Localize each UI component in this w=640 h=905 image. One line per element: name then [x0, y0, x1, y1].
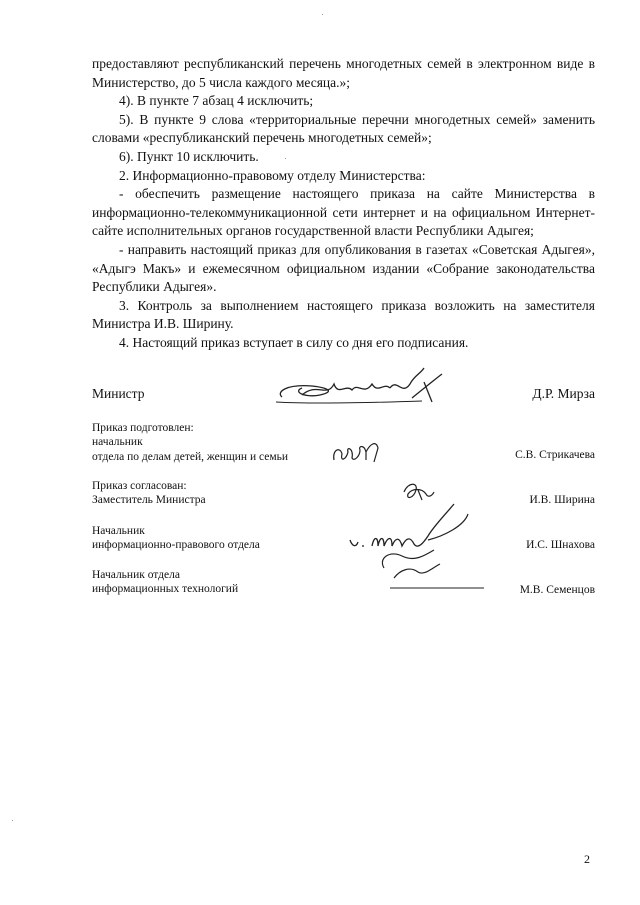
scan-speck: [322, 14, 323, 15]
approval-line: Приказ подготовлен:: [92, 422, 194, 434]
approval-line: Начальник: [92, 525, 145, 537]
approval-line: информационных технологий: [92, 583, 239, 596]
approval-line: отдела по делам детей, женщин и семьи: [92, 450, 289, 463]
scan-speck: [12, 820, 13, 821]
prepared-by-signature-image: [330, 438, 390, 468]
approval-line: Заместитель Министра: [92, 494, 206, 507]
paragraph-9: 4. Настоящий приказ вступает в силу со дня его подписания.: [119, 334, 469, 350]
paragraph-4: 6). Пункт 10 исключить.: [119, 148, 259, 164]
approval-line: Начальник отдела: [92, 569, 180, 581]
approver-name: М.В. Семенцов: [519, 584, 595, 596]
approval-line: начальник: [92, 436, 143, 449]
minister-signature-image: [272, 362, 452, 412]
minister-title: Министр: [92, 386, 145, 401]
legal-department-signature-image: [344, 496, 484, 596]
paragraph-5: 2. Информационно-правовому отделу Министерства:: [119, 167, 426, 183]
approver-name: И.С. Шнахова: [526, 539, 595, 551]
paragraph-2: 4). В пункте 7 абзац 4 исключить;: [119, 93, 314, 109]
paragraph-1: предоставляют республиканский перечень многодетных семей в электронном виде в Министерство, до 5 числа каждого месяца.»;: [92, 56, 595, 90]
order-body-text: [92, 55, 595, 353]
approval-line: информационно-правового отдела: [92, 539, 260, 552]
approval-line: Приказ согласован:: [92, 480, 187, 492]
approver-name: И.В. Ширина: [529, 494, 595, 506]
scan-speck: [285, 158, 286, 159]
minister-name: Д.Р. Мирза: [532, 386, 595, 401]
paragraph-3: 5). В пункте 9 слова «территориальные перечни многодетных семей» заменить словами «республиканский перечень многодетных семей»;: [92, 111, 595, 146]
paragraph-8: 3. Контроль за выполнением настоящего приказа возложить на заместителя Министра И.В. Ширину.: [92, 297, 595, 332]
paragraph-6: - обеспечить размещение настоящего приказа на сайте Министерства в информационно-телекоммуникационной сети интернет и на официальном Интернет-сайте исполнительных органов государственной власти Республики Адыгея;: [92, 186, 595, 239]
paragraph-7: - направить настоящий приказ для опубликования в газетах «Советская Адыгея», «Адыгэ Макъ» и ежемесячном официальном издании «Собрание законодательства Республики Адыгея».: [92, 241, 595, 295]
page-number: 2: [584, 852, 590, 866]
approver-name: С.В. Стрикачева: [515, 449, 595, 461]
